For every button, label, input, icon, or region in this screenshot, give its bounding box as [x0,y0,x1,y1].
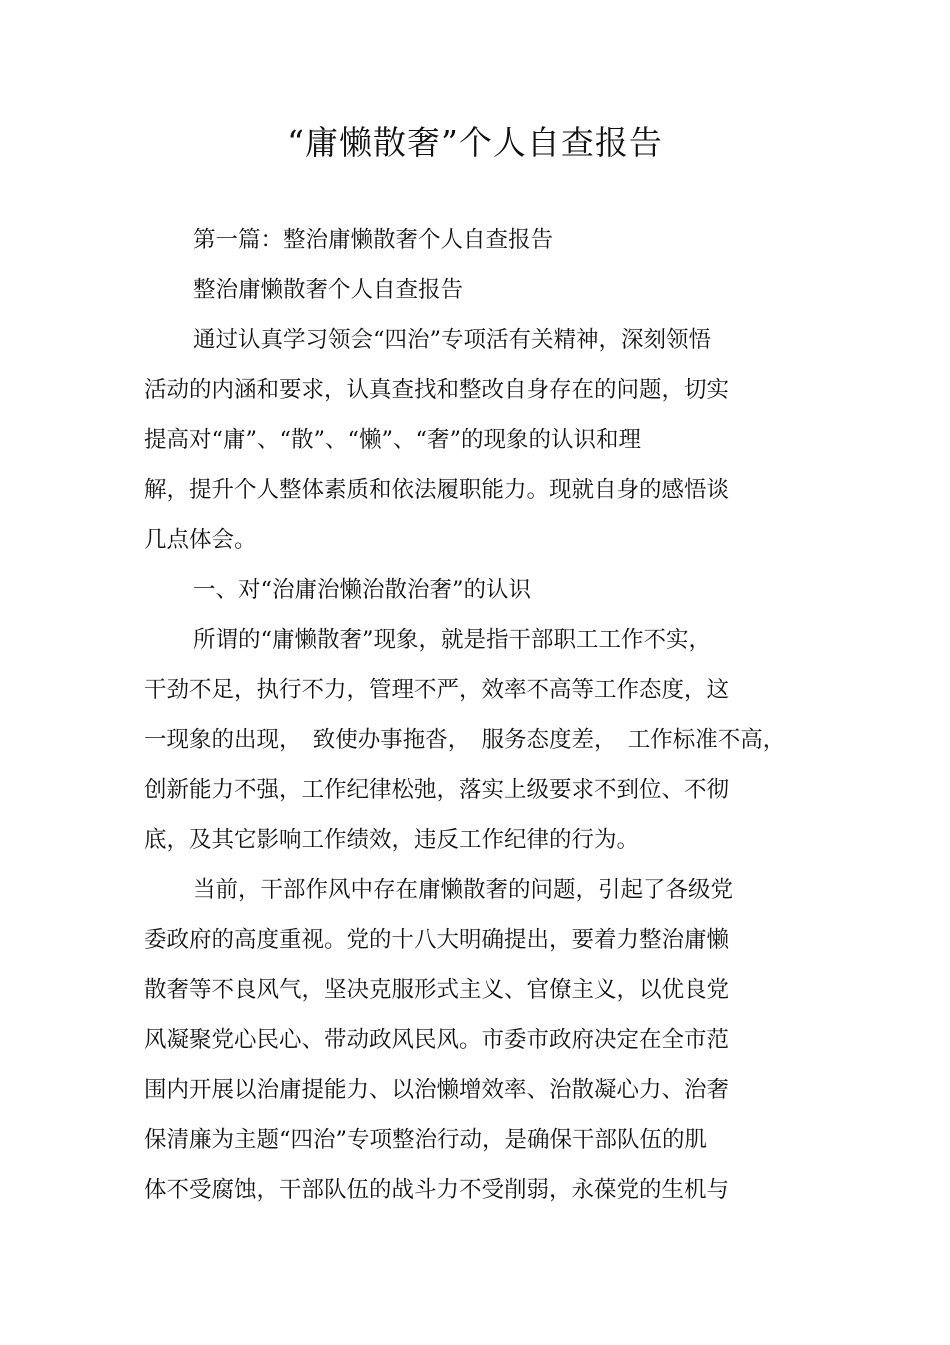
paragraph-line: 几点体会。 [144,527,257,553]
paragraph-line: 创新能力不强，工作纪律松弛，落实上级要求不到位、不彻 [144,777,730,803]
paragraph-line: 保清廉为主题“四治”专项整治行动，是确保干部队伍的肌 [144,1127,708,1153]
paragraph-line: 提高对“庸”、“散”、“懒”、“奢”的现象的认识和理 [144,427,642,453]
section-heading: 一、对“治庸治懒治散治奢”的认识 [193,577,532,603]
paragraph-line: 通过认真学习领会“四治”专项活有关精神，深刻领悟 [193,327,712,353]
subheading: 整治庸懒散奢个人自查报告 [193,277,464,303]
document-title: “庸懒散奢”个人自查报告 [287,123,663,162]
section-heading: 第一篇：整治庸懒散奢个人自查报告 [193,227,554,253]
paragraph-line: 干劲不足，执行不力，管理不严，效率不高等工作态度，这 [144,677,730,703]
paragraph-line: 风凝聚党心民心、带动政风民风。市委市政府决定在全市范 [144,1027,730,1053]
paragraph-line: 底，及其它影响工作绩效，违反工作纪律的行为。 [144,827,640,853]
paragraph-line: 当前，干部作风中存在庸懒散奢的问题，引起了各级党 [193,877,734,903]
paragraph-line: 散奢等不良风气，坚决克服形式主义、官僚主义，以优良党 [144,977,730,1003]
paragraph-line: 体不受腐蚀，干部队伍的战斗力不受削弱，永葆党的生机与 [144,1177,730,1203]
paragraph-line: 委政府的高度重视。党的十八大明确提出，要着力整治庸懒 [144,927,730,953]
paragraph-line: 活动的内涵和要求，认真查找和整改自身存在的问题，切实 [144,377,730,403]
paragraph-line: 围内开展以治庸提能力、以治懒增效率、治散凝心力、治奢 [144,1077,730,1103]
paragraph-line: 一现象的出现， 致使办事拖沓， 服务态度差， 工作标准不高， [144,727,786,753]
paragraph-line: 解，提升个人整体素质和依法履职能力。现就自身的感悟谈 [144,477,730,503]
paragraph-line: 所谓的“庸懒散奢”现象，就是指干部职工工作不实， [193,627,712,653]
